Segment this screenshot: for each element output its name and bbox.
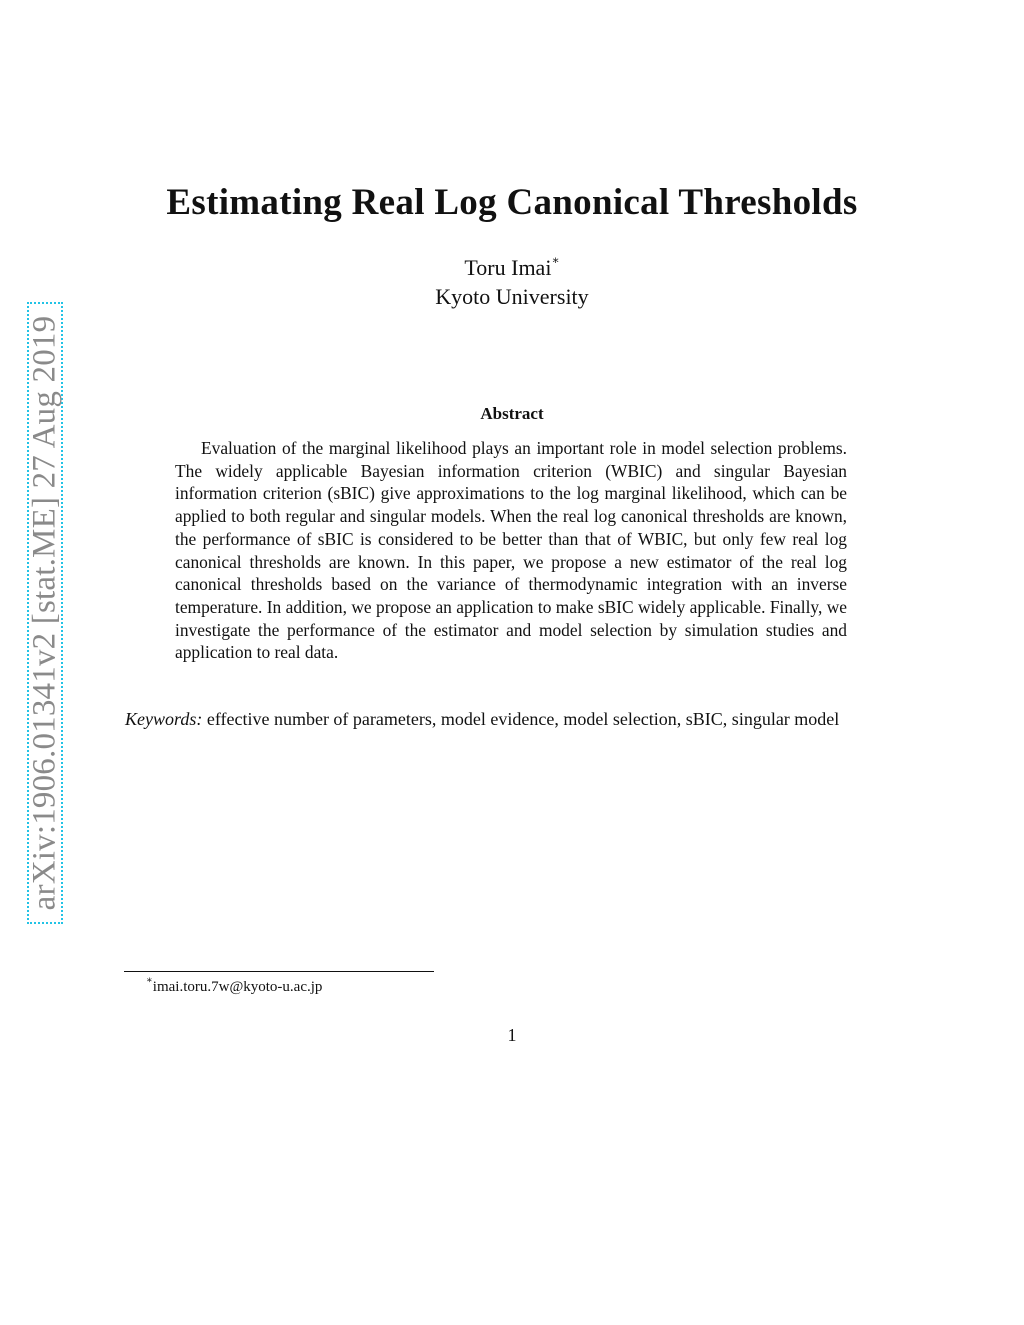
abstract-heading: Abstract (480, 404, 544, 423)
author-name: Toru Imai (464, 255, 552, 280)
footnote-mark: ∗ (146, 975, 153, 986)
arxiv-identifier: arXiv:1906.01341v2 [stat.ME] 27 Aug 2019 (26, 315, 63, 911)
author-line (0, 252, 1024, 281)
keywords-label: Keywords: (125, 709, 203, 729)
keywords-text: effective number of parameters, model evidence, model selection, sBIC, singular model (206, 709, 840, 729)
abstract-body: Evaluation of the marginal likelihood plays an important role in model selection problems. The widely applicable Bayesian information criterion (WBIC) and singular Bayesian information criterion (sBIC) give approximations to the log marginal likelihood, which can be applied to both regular and singular models. When the real log canonical thresholds are known, the performance of sBIC is considered to be better than that of WBIC, but only few real log canonical thresholds are known. In this paper, we propose a new estimator of the real log canonical thresholds based on the variance of thermodynamic integration with an inverse temperature. In addition, we propose an application to make sBIC widely applicable. Finally, we investigate the performance of the estimator and model selection by simulation studies and application to real data. (175, 438, 847, 663)
keywords (125, 707, 897, 731)
paper-title: Estimating Real Log Canonical Thresholds (166, 182, 858, 223)
footnote-email: imai.toru.7w@kyoto-u.ac.jp (152, 979, 323, 995)
arxiv-stamp (27, 302, 63, 924)
footnote (146, 977, 322, 996)
author-affiliation: Kyoto University (435, 284, 589, 309)
footnote-rule (124, 971, 434, 972)
page-number: 1 (507, 1025, 517, 1045)
author-footnote-mark: ∗ (551, 252, 560, 267)
